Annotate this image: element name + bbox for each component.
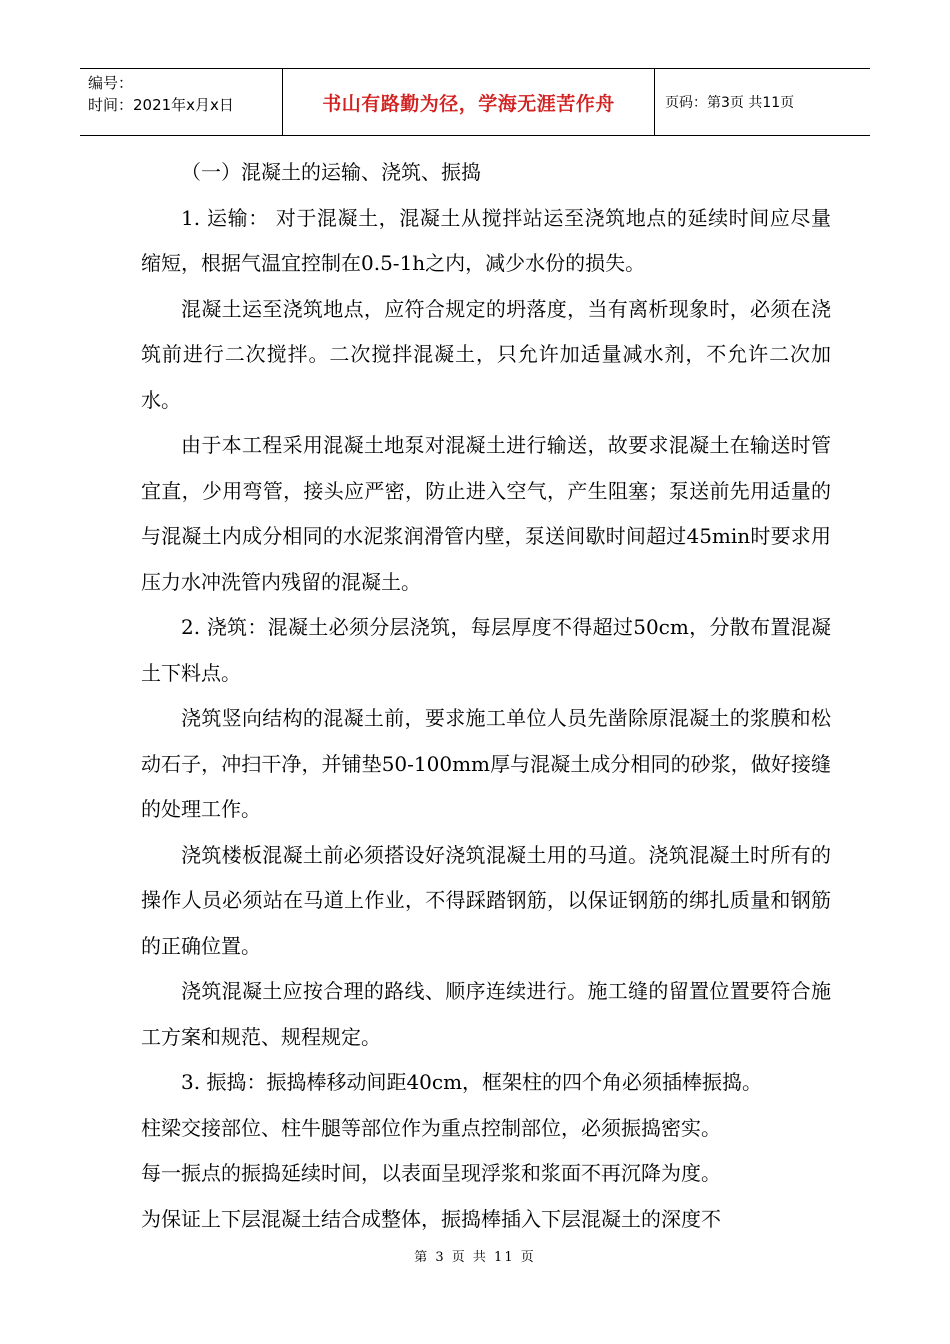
- header-meta-cell: [80, 69, 283, 135]
- paragraph-vertical-structure: 浇筑竖向结构的混凝土前，要求施工单位人员先凿除原混凝土的浆膜和松动石子，冲扫干净，并铺垫50-100mm厚与混凝土成分相同的砂浆，做好接缝的处理工作。: [141, 706, 831, 821]
- page-footer: 第 3 页 共 11 页: [414, 1250, 536, 1265]
- page-header: [80, 68, 870, 136]
- paragraph-floor-slab: 浇筑楼板混凝土前必须搭设好浇筑混凝土用的马道。浇筑混凝土时所有的操作人员必须站在马道上作业，不得踩踏钢筋，以保证钢筋的绑扎质量和钢筋的正确位置。: [141, 842, 831, 958]
- paragraph-key-parts: 柱梁交接部位、柱牛腿等部位作为重点控制部位，必须振捣密实。: [141, 1115, 721, 1140]
- date-line: 时间：2021年x月x日: [88, 96, 234, 114]
- paragraph-duration: 每一振点的振捣延续时间，以表面呈现浮浆和浆面不再沉降为度。: [141, 1161, 721, 1185]
- section-heading: （一）混凝土的运输、浇筑、振捣: [181, 160, 481, 184]
- paragraph-sequence: 浇筑混凝土应按合理的路线、顺序连续进行。施工缝的留置位置要符合施工方案和规范、规程规定。: [141, 979, 831, 1049]
- paragraph-pumping: 由于本工程采用混凝土地泵对混凝土进行输送，故要求混凝土在输送时管宜直，少用弯管，接头应严密，防止进入空气，产生阻塞；泵送前先用适量的与混凝土内成分相同的水泥浆润滑管内壁，泵送间歇时间超过45min时要求用压力水冲洗管内残留的混凝土。: [141, 433, 831, 594]
- paragraph-depth: 为保证上下层混凝土结合成整体，振捣棒插入下层混凝土的深度不: [141, 1206, 721, 1231]
- paragraph-vibration: 3. 振捣：振捣棒移动间距40cm，框架柱的四个角必须插棒振捣。: [181, 1070, 763, 1094]
- header-page-info: 页码：第3页 共11页: [665, 95, 795, 111]
- paragraph-transport: 1. 运输： 对于混凝土，混凝土从搅拌站运至浇筑地点的延续时间应尽量缩短，根据气温宜控制在0.5-1h之内，减少水份的损失。: [141, 205, 831, 275]
- serial-number-label: 编号：: [88, 74, 134, 92]
- header-motto: 书山有路勤为径，学海无涯苦作舟: [283, 69, 655, 135]
- document-body: [141, 150, 831, 1242]
- paragraph-slump: 混凝土运至浇筑地点，应符合规定的坍落度，当有离析现象时，必须在浇筑前进行二次搅拌。二次搅拌混凝土，只允许加适量减水剂，不允许二次加水。: [141, 296, 831, 412]
- paragraph-pouring: 2. 浇筑：混凝土必须分层浇筑，每层厚度不得超过50cm，分散布置混凝土下料点。: [141, 615, 831, 685]
